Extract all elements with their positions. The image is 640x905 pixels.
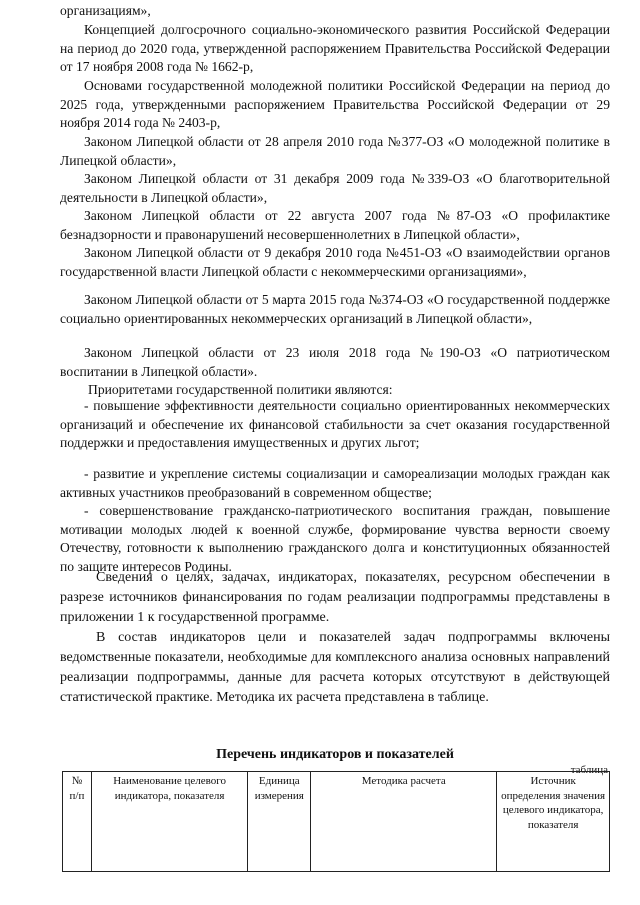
table-header-cell: № п/п (63, 772, 92, 872)
paragraph: В состав индикаторов цели и показателей задач подпрограммы включены ведомственные показатели, необходимые для комплексного анализа основных направлений реализации подпрограммы, данные для расчета которых отсутствуют в действующей статистической практике. Методика их расчета представлена в таблице. (60, 630, 610, 705)
list-item: - повышение эффективности деятельности социально ориентированных некоммерческих организаций и обеспечение их финансовой стабильности за счет оказания государственной поддержки и предоставления имущественных и других льгот; (60, 398, 610, 451)
table-header-cell: Методика расчета (311, 772, 497, 872)
table-header-cell: Источник определения значения целевого индикатора, показателя (497, 772, 610, 872)
paragraph: Законом Липецкой области от 22 августа 2007 года №87-ОЗ «О профилактике безнадзорности и правонарушений несовершеннолетних в Липецкой области», (60, 208, 610, 242)
section-title: Перечень индикаторов и показателей (216, 747, 454, 762)
table-header-cell: Единица измерения (248, 772, 311, 872)
list-item: - развитие и укрепление системы социализации и самореализации молодых граждан как активных участников преобразований в современном обществе; (60, 466, 610, 500)
paragraph: Основами государственной молодежной политики Российской Федерации на период до 2025 года, утвержденными распоряжением Правительства Российской Федерации от 29 ноября 2014 года № 2403-р, (60, 78, 610, 131)
list-item: - совершенствование гражданско-патриотического воспитания граждан, повышение мотивации молодых людей к военной службе, формирование чувства верности своему Отечеству, готовности к выполнению гражданского долга и конституционных обязанностей по защите интересов Родины. (60, 503, 610, 574)
paragraph: Законом Липецкой области от 31 декабря 2009 года №339-ОЗ «О благотворительной деятельности в Липецкой области», (60, 171, 610, 205)
table-header-cell: Наименование целевого индикатора, показателя (91, 772, 247, 872)
paragraph: Законом Липецкой области от 5 марта 2015 года №374-ОЗ «О государственной поддержке социально ориентированных некоммерческих организаций в Липецкой области», (60, 292, 610, 326)
paragraph: Концепцией долгосрочного социально-экономического развития Российской Федерации на период до 2020 года, утвержденной распоряжением Правительства Российской Федерации от 17 ноября 2008 года № 1662-р, (60, 22, 610, 75)
paragraph: Законом Липецкой области от 9 декабря 2010 года №451-ОЗ «О взаимодействии органов государственной власти Липецкой области с некоммерческими организациями», (60, 245, 610, 279)
table-header-row (63, 772, 610, 872)
paragraph: организациям», (60, 3, 151, 18)
paragraph: Приоритетами государственной политики являются: (88, 382, 393, 397)
indicators-table (62, 771, 610, 872)
paragraph: Законом Липецкой области от 28 апреля 2010 года №377-ОЗ «О молодежной политике в Липецкой области», (60, 134, 610, 168)
table-label: таблица (570, 764, 608, 776)
paragraph: Законом Липецкой области от 23 июля 2018 года №190-ОЗ «О патриотическом воспитании в Липецкой области». (60, 345, 610, 379)
paragraph: Сведения о целях, задачах, индикаторах, показателях, ресурсном обеспечении в разрезе источников финансирования по годам реализации подпрограммы представлены в приложении 1 к государственной программе. (60, 570, 610, 625)
